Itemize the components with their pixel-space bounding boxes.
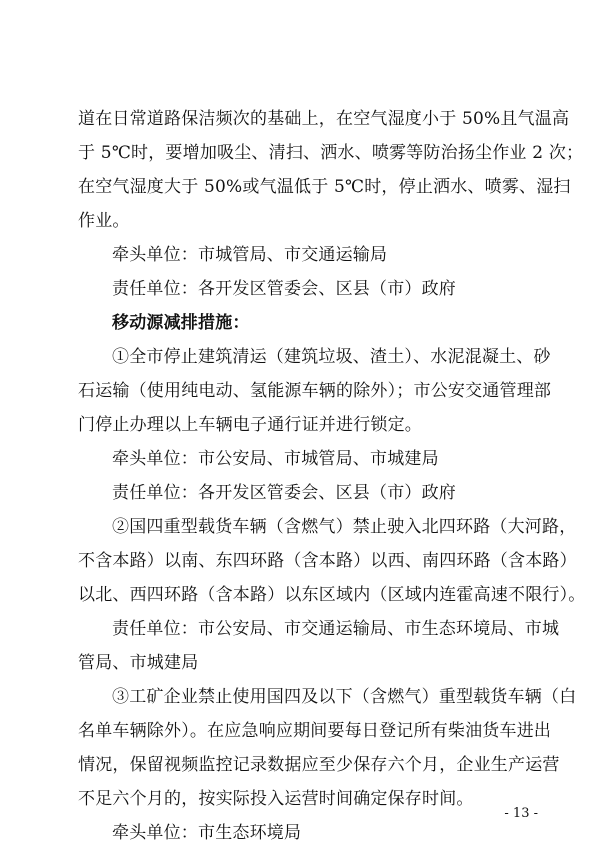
measure-3-line-3: 情况，保留视频监控记录数据应至少保存六个月，企业生产运营 bbox=[78, 755, 560, 775]
lead-unit-line-3: 牵头单位：市生态环境局 bbox=[112, 823, 302, 843]
responsible-unit-line: 责任单位：各开发区管委会、区县（市）政府 bbox=[112, 279, 456, 299]
text-line-1: 道在日常道路保洁频次的基础上，在空气湿度小于 50%且气温高 bbox=[78, 109, 570, 129]
mobile-source-heading: 移动源减排措施： bbox=[112, 313, 250, 333]
responsible-unit-line-2: 责任单位：各开发区管委会、区县（市）政府 bbox=[112, 483, 456, 503]
text-line-3: 在空气湿度大于 50%或气温低于 5℃时，停止洒水、喷雾、湿扫 bbox=[78, 177, 571, 197]
measure-2-line-1: ②国四重型载货车辆（含燃气）禁止驶入北四环路（大河路， bbox=[112, 517, 577, 537]
measure-3-line-4: 不足六个月的，按实际投入运营时间确定保存时间。 bbox=[78, 789, 474, 809]
measure-2-line-2: 不含本路）以南、东四环路（含本路）以西、南四环路（含本路） bbox=[78, 551, 577, 571]
text-line-4: 作业。 bbox=[78, 211, 130, 231]
page-number: - 13 - bbox=[504, 806, 538, 821]
measure-1-line-1: ①全市停止建筑清运（建筑垃圾、渣土）、水泥混凝土、砂 bbox=[112, 347, 551, 367]
measure-3-line-1: ③工矿企业禁止使用国四及以下（含燃气）重型载货车辆（白 bbox=[112, 687, 577, 707]
lead-unit-line: 牵头单位：市城管局、市交通运输局 bbox=[112, 245, 388, 265]
measure-1-line-3: 门停止办理以上车辆电子通行证并进行锁定。 bbox=[78, 415, 422, 435]
measure-2-line-3: 以北、西四环路（含本路）以东区域内（区域内连霍高速不限行）。 bbox=[78, 585, 586, 605]
lead-unit-line-2: 牵头单位：市公安局、市城管局、市城建局 bbox=[112, 449, 439, 469]
measure-1-line-2: 石运输（使用纯电动、氢能源车辆的除外）；市公安交通管理部 bbox=[78, 381, 552, 401]
responsible-unit-line-3-continued: 管局、市城建局 bbox=[78, 653, 199, 673]
responsible-unit-line-3: 责任单位：市公安局、市交通运输局、市生态环境局、市城 bbox=[112, 619, 560, 639]
measure-3-line-2: 名单车辆除外）。在应急响应期间要每日登记所有柴油货车进出 bbox=[78, 721, 552, 741]
text-line-2: 于 5℃时，要增加吸尘、清扫、洒水、喷雾等防治扬尘作业 2 次； bbox=[78, 143, 584, 163]
